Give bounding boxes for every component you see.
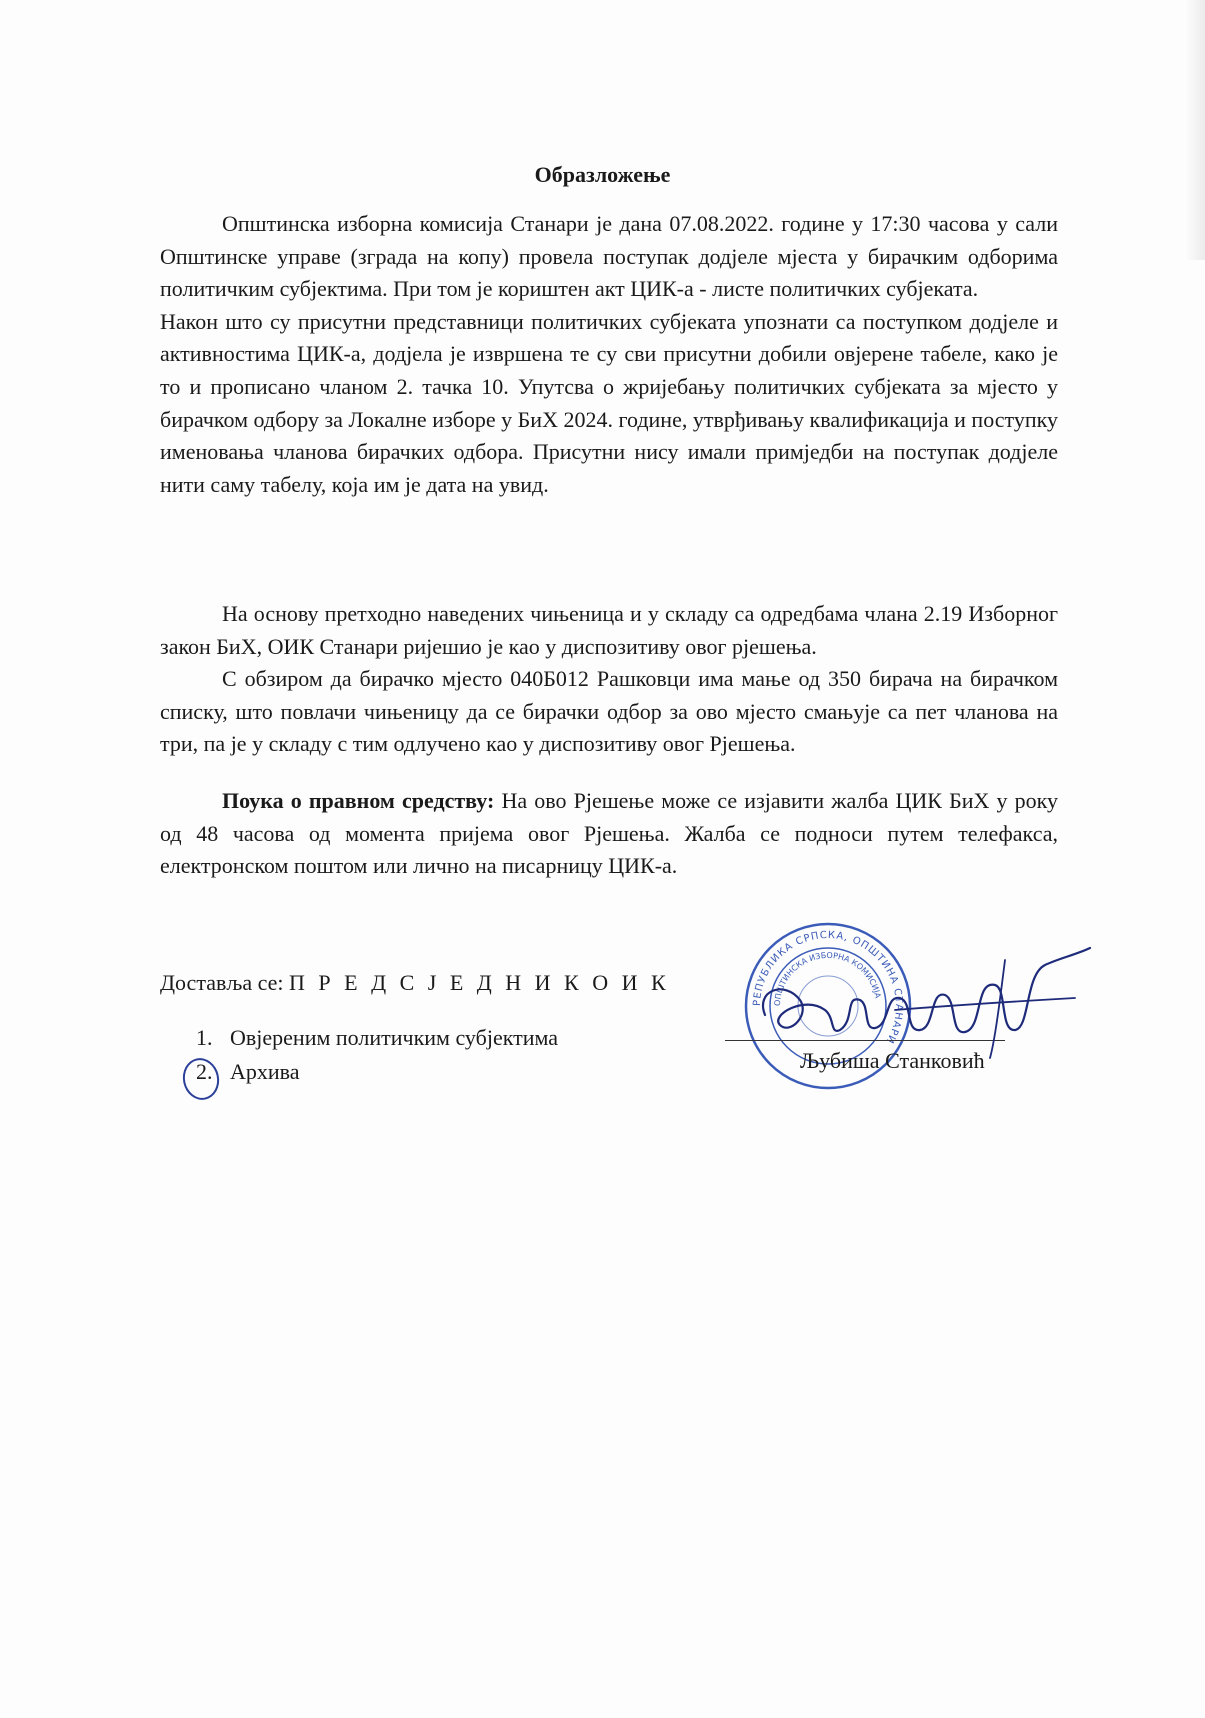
president-title: П Р Е Д С Ј Е Д Н И К О И К (289, 970, 670, 995)
delivery-list (196, 1021, 558, 1089)
legal-remedy-wrap (160, 785, 1058, 883)
legal-remedy-label: Поука о правном средству: (222, 788, 495, 813)
stamp-outer-text: РЕПУБЛИКА СРПСКА, ОПШТИНА СТАНАРИ (751, 929, 905, 1046)
delivery-line (160, 970, 670, 996)
legal-remedy-paragraph (160, 785, 1058, 883)
paragraph-polling-station-wrap (160, 663, 1058, 761)
list-item (196, 1055, 558, 1089)
list-item-text: Овјереним политичким субјектима (230, 1025, 559, 1050)
paragraph-polling-station: С обзиром да бирачко мјесто 040Б012 Рашковци има мање од 350 бирача на бирачком списку, што повлачи чињеницу да се бирачки одбор за ово мјесто смањује са пет чланова на три, па је у складу с тим одлучено као у диспозитиву овог Рјешења. (160, 666, 1058, 757)
legal-remedy-text: На ово Рјешење може се изјавити жалба ЦИК БиХ у року од 48 часова од момента пријема овог Рјешења. Жалба се подноси путем телефакса, електронском поштом или лично на писарницу ЦИК-а. (160, 788, 1058, 879)
delivery-label: Доставља се: (160, 970, 284, 995)
stamp-inner-text: ОПШТИНСКА ИЗБОРНА КОМИСИЈА (772, 950, 883, 1007)
paragraph-allocation: Општинска изборна комисија Станари је дана 07.08.2022. године у 17:30 часова у сали Општинске управе (зграда на копу) провела поступак додјеле мјеста у бирачким одборима политичким субјектима. При том је кориштен акт ЦИК-а - листе политичких субјеката. (160, 211, 1058, 302)
paragraph-legal-basis: На основу претходно наведених чињеница и у складу са одредбама члана 2.19 Изборног закон БиХ, ОИК Станари ријешио је као у диспозитиву овог рјешења. (160, 601, 1058, 659)
paragraph-legal-basis-wrap (160, 598, 1058, 663)
list-item-text: Архива (230, 1059, 300, 1084)
paragraph-procedure: Након што су присутни представници политичких субјеката упознати са поступком додјеле и активностима ЦИК-а, додјела је извршена те су сви присутни добили овјерене табеле, како је то и прописано чланом 2. тачка 10. Упутсва о жријебању политичких субјеката за мјесто у бирачком одбору за Локалне изборе у БиХ 2024. године, утврђивању квалификација и поступку именовања чланова бирачких одбора. Присутни нису имали примједби на поступак додјеле нити саму табелу, која им је дата на увид. (160, 308, 1058, 497)
signatory-name: Љубиша Станковић (800, 1048, 985, 1073)
list-item-number: 1. (196, 1025, 213, 1050)
scan-shadow (1185, 0, 1205, 260)
explanation-section (160, 208, 1058, 501)
list-item (196, 1021, 558, 1055)
page-title: Образложење (534, 162, 671, 187)
list-item-number: 2. (196, 1059, 213, 1084)
